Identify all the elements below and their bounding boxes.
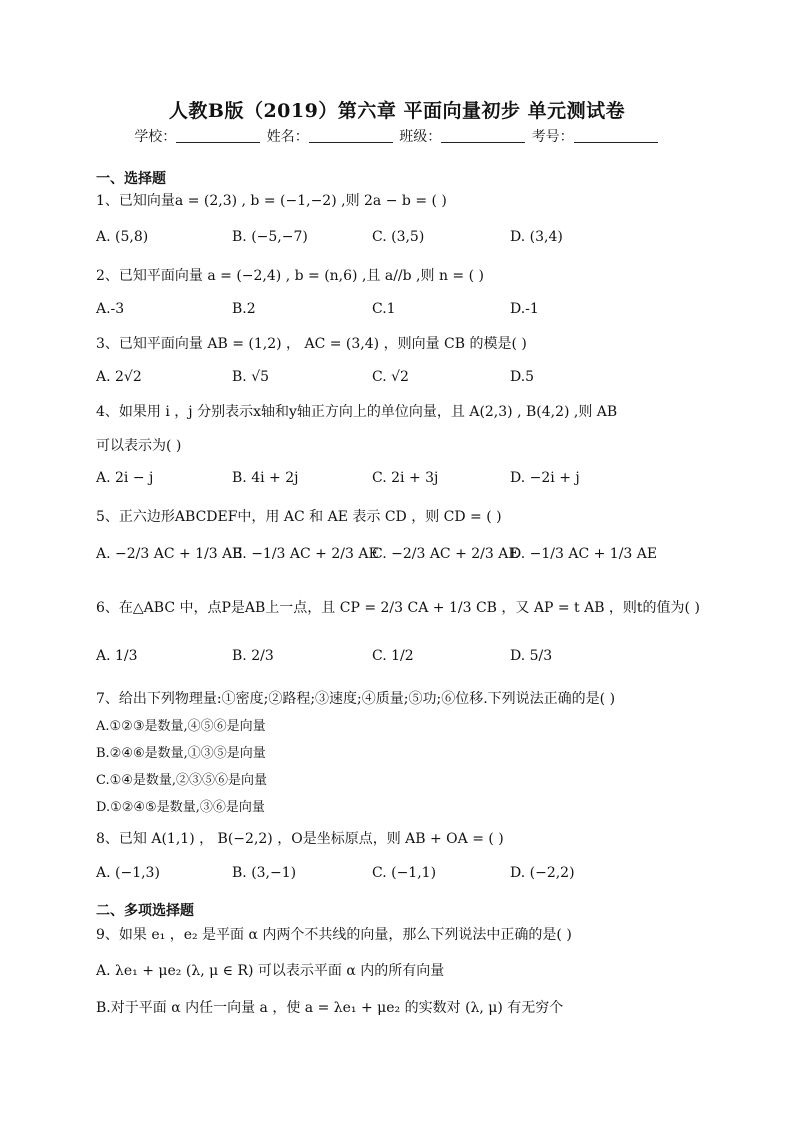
option-c[interactable]: C.1	[372, 301, 396, 317]
question-4-stem: 4、如果用 i ，j 分别表示x轴和y轴正方向上的单位向量，且 A(2,3) , B(4,2) ,则 AB	[96, 404, 618, 420]
question-1-options	[96, 229, 736, 253]
question-2-options	[96, 301, 736, 325]
option-c[interactable]: C. (−1,1)	[372, 865, 437, 881]
option-c[interactable]: C. (3,5)	[372, 229, 425, 245]
class-label: 班级：	[399, 129, 442, 145]
option-b[interactable]: B. 4i + 2j	[232, 470, 299, 486]
question-5-stem: 5、正六边形ABCDEF中，用 AC 和 AE 表示 CD ，则 CD = ( )	[96, 509, 502, 525]
question-6-options	[96, 648, 736, 672]
name-label: 姓名：	[266, 129, 309, 145]
option-a[interactable]: A. 2i − j	[96, 470, 154, 486]
option-c[interactable]: C. √2	[372, 369, 409, 385]
question-4-options	[96, 470, 736, 494]
option-b[interactable]: B.2	[232, 301, 256, 317]
option-b[interactable]: B.对于平面 α 内任一向量 a ，使 a = λe₁ + μe₂ 的实数对 (λ, μ) 有无穷个	[96, 1000, 564, 1016]
option-c[interactable]: C. 1/2	[372, 648, 414, 664]
number-label: 考号：	[531, 129, 574, 145]
section-heading-multiple-choice: 二、多项选择题	[96, 903, 194, 919]
option-a[interactable]: A. 1/3	[96, 648, 138, 664]
option-a[interactable]: A. −2/3 AC + 1/3 AE	[96, 546, 243, 562]
name-blank[interactable]	[309, 128, 393, 143]
option-b[interactable]: B. (3,−1)	[232, 865, 297, 881]
question-5-options	[96, 546, 736, 570]
option-d[interactable]: D. (−2,2)	[510, 865, 575, 881]
section-heading-single-choice: 一、选择题	[96, 171, 166, 187]
question-1-stem: 1、已知向量a = (2,3) , b = (−1,−2) ,则 2a − b = ( )	[96, 193, 447, 209]
option-a[interactable]: A. λe₁ + μe₂ (λ, μ ∈ R) 可以表示平面 α 内的所有向量	[96, 963, 445, 979]
question-4-stem-continued: 可以表示为( )	[96, 438, 182, 454]
exam-title: 人教B版（2019）第六章 平面向量初步 单元测试卷	[168, 100, 626, 122]
option-a[interactable]: A.①②③是数量,④⑤⑥是向量	[96, 719, 266, 734]
option-d[interactable]: D. 5/3	[510, 648, 553, 664]
school-label: 学校：	[134, 129, 177, 145]
option-a[interactable]: A. (5,8)	[96, 229, 149, 245]
question-7-stem: 7、给出下列物理量:①密度;②路程;③速度;④质量;⑤功;⑥位移.下列说法正确的是( )	[96, 691, 616, 707]
question-9-stem: 9、如果 e₁ ，e₂ 是平面 α 内两个不共线的向量，那么下列说法中正确的是( )	[96, 927, 572, 943]
question-2-stem: 2、已知平面向量 a = (−2,4) , b = (n,6) ,且 a//b ,则 n = ( )	[96, 268, 484, 284]
option-c[interactable]: C.①④是数量,②③⑤⑥是向量	[96, 773, 268, 788]
option-b[interactable]: B. (−5,−7)	[232, 229, 308, 245]
option-b[interactable]: B. √5	[232, 369, 270, 385]
option-c[interactable]: C. −2/3 AC + 2/3 AE	[372, 546, 519, 562]
option-b[interactable]: B. 2/3	[232, 648, 274, 664]
school-blank[interactable]	[176, 128, 260, 143]
question-3-stem: 3、已知平面向量 AB = (1,2) ， AC = (3,4) ，则向量 CB 的模是( )	[96, 336, 527, 352]
option-d[interactable]: D.5	[510, 369, 535, 385]
option-a[interactable]: A.-3	[96, 301, 125, 317]
class-blank[interactable]	[441, 128, 525, 143]
student-info-row	[0, 126, 794, 146]
option-d[interactable]: D. −1/3 AC + 1/3 AE	[510, 546, 658, 562]
option-a[interactable]: A. 2√2	[96, 369, 142, 385]
option-b[interactable]: B.②④⑥是数量,①③⑤是向量	[96, 746, 266, 761]
option-b[interactable]: B. −1/3 AC + 2/3 AE	[232, 546, 379, 562]
number-blank[interactable]	[574, 128, 658, 143]
question-6-stem: 6、在△ABC 中，点P是AB上一点，且 CP = 2/3 CA + 1/3 CB ，又 AP = t AB ，则t的值为( )	[96, 600, 700, 616]
option-d[interactable]: D. −2i + j	[510, 470, 580, 486]
question-8-options	[96, 865, 736, 889]
option-d[interactable]: D.-1	[510, 301, 539, 317]
option-d[interactable]: D.①②④⑤是数量,③⑥是向量	[96, 800, 265, 815]
option-d[interactable]: D. (3,4)	[510, 229, 563, 245]
option-c[interactable]: C. 2i + 3j	[372, 470, 439, 486]
question-3-options	[96, 369, 736, 393]
question-8-stem: 8、已知 A(1,1) ， B(−2,2) ，O是坐标原点，则 AB + OA = ( )	[96, 831, 504, 847]
option-a[interactable]: A. (−1,3)	[96, 865, 160, 881]
